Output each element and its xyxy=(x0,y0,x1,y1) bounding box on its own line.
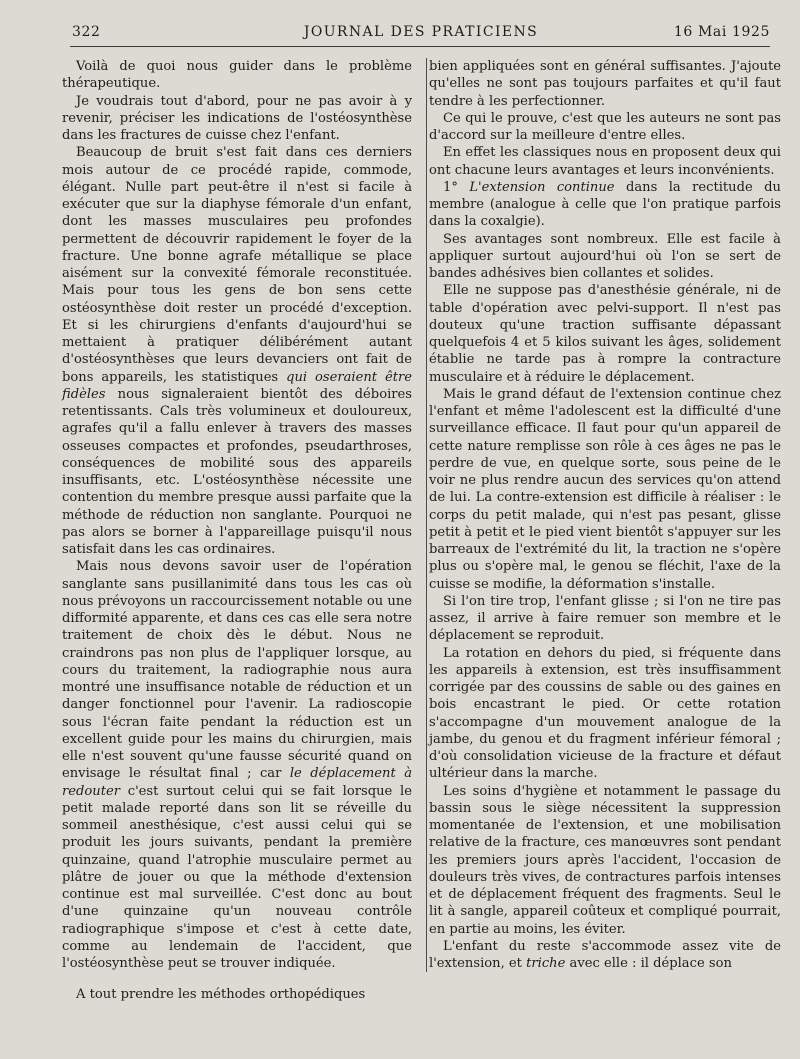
text-run: c'est surtout celui qui se fait lorsque le petit malade reporté dans son lit se réveille du sommeil anesthésique, c'est aussi celui qui se produit les jours suivants, pendant la première quinzaine, quand l'atrophie musculaire permet au plâtre de jouer ou que la méthode d'extension continue est mal surveillée. C'est donc au bout d'une quinzaine qu'un nouveau contrôle radiographique s'impose et c'est à cette date, comme au lendemain de l'accident, que l'ostéosynthèse peut se trouver indiquée. xyxy=(62,783,412,971)
paragraph: Elle ne suppose pas d'anesthésie générale, ni de table d'opération avec pelvi-support. Il n'est pas douteux qu'une traction suffisante dépassant quelquefois 4 et 5 kilos suivant les âges, solidement établie ne tarde pas à rompre la contracture musculaire et à réduire le déplacement. xyxy=(429,283,781,385)
right-column xyxy=(426,58,781,972)
page-header xyxy=(72,24,770,46)
page-number: 322 xyxy=(72,24,101,40)
paragraph: Voilà de quoi nous guider dans le problème thérapeutique. xyxy=(62,59,412,92)
text-run: avec elle : il déplace son xyxy=(569,956,732,971)
text-run: L'enfant du reste s'accommode assez vite de l'extension, et xyxy=(429,938,781,971)
paragraph xyxy=(429,938,781,973)
paragraph: Les soins d'hygiène et notamment le passage du bassin sous le siège nécessitent la suppression momentanée de l'extension, et une mobilisation relative de la fracture, ces manœuvres sont pendant les premiers jours après l'accident, l'occasion de douleurs très vives, de contractures parfois intenses et de déplacement fréquent des fragments. Seul le lit à sangle, appareil coûteux et compliqué pourrait, en partie au moins, les éviter. xyxy=(429,783,781,937)
issue-date: 16 Mai 1925 xyxy=(673,24,770,40)
text-run: Beaucoup de bruit s'est fait dans ces derniers mois autour de ce procédé rapide, commode, élégant. Nulle part peut-être il n'est si facile à exécuter que sur la diaphyse fémorale d'un enfant, dont les masses musculaires peu profondes permettent de découvrir rapidement le foyer de la fracture. Une bonne agrafe métallique se place aisément sur la convexité fémorale reconstituée. Mais pour tous les gens de bon sens cette ostéosynthèse doit rester un procédé d'exception. Et si les chirurgiens d'enfants d'aujourd'hui se mettaient à pratiquer délibérément autant d'ostéosynthèses que leurs devanciers ont fait de bons appareils, les statistiques xyxy=(62,145,412,385)
text-run: dans la rectitude du membre (analogue à celle que l'on pratique parfois dans la coxalgie). xyxy=(429,179,781,230)
paragraph: La rotation en dehors du pied, si fréquente dans les appareils à extension, est très insuffisamment corrigée par des coussins de sable ou des gaines en bois encastrant le pied. Or cette rotation s'accompagne d'un mouvement analogue de la jambe, du genou et du fragment inférieur fémoral ; d'où consolidation vicieuse de la fracture et défaut ultérieur dans la marche. xyxy=(429,645,781,782)
paragraph: A tout prendre les méthodes orthopédiques xyxy=(76,987,366,1003)
paragraph: Si l'on tire trop, l'enfant glisse ; si l'on ne tire pas assez, il arrive à faire remuer son membre et le déplacement se reproduit. xyxy=(429,593,781,644)
paragraph: Mais le grand défaut de l'extension continue chez l'enfant et même l'adolescent est la difficulté d'une surveillance efficace. Il faut pour qu'un appareil de cette nature remplisse son rôle à ces âges ne pas le perdre de vue, en quelque sorte, sous peine de le voir ne plus rendre aucun des services qu'on attend de lui. La contre-extension est difficile à réaliser : le corps du petit malade, qui n'est pas pesant, glisse petit à petit et le pied vient bientôt s'appuyer sur les barreaux de l'extrémité du lit, la traction ne s'opère plus ou s'opère mal, le genou se fléchit, l'axe de la cuisse se modifie, la déformation s'installe. xyxy=(429,386,781,592)
emphasis: qui oseraient être fidèles xyxy=(62,369,412,402)
paragraph: Je voudrais tout d'abord, pour ne pas avoir à y revenir, préciser les indications de l'ostéosynthèse dans les fractures de cuisse chez l'enfant. xyxy=(62,93,412,143)
text-run: Mais nous devons savoir user de l'opération sanglante sans pusillanimité dans tous les cas où nous prévoyons un raccourcissement notable ou une difformité apparente, et dans ces cas elle sera notre traitement de choix dès le début. Nous ne craindrons pas non plus de l'appliquer lorsque, au cours du traitement, la radiographie nous aura montré une insuffisance notable de réduction et un danger fonctionnel pour l'avenir. La radioscopie sous l'écran faite pendant la réduction est un excellent guide pour les mains du chirurgien, mais elle n'est souvent qu'une fausse sécurité quand on envisage le résultat final ; car xyxy=(62,559,412,782)
list-number: 1° xyxy=(443,179,458,195)
paragraph xyxy=(429,179,781,231)
paragraph: En effet les classiques nous en proposent deux qui ont chacune leurs avantages et leurs inconvénients. xyxy=(429,145,781,178)
emphasis: L'extension continue xyxy=(469,179,615,195)
paragraph: Ce qui le prouve, c'est que les auteurs ne sont pas d'accord sur la meilleure d'entre elles. xyxy=(429,110,781,143)
paragraph: bien appliquées sont en général suffisantes. J'ajoute qu'elles ne sont pas toujours parfaites et qu'il faut tendre à les perfectionner. xyxy=(429,59,781,109)
paragraph xyxy=(62,144,412,558)
emphasis: le déplacement à redouter xyxy=(62,766,412,799)
paragraph xyxy=(62,558,412,972)
emphasis: triche xyxy=(526,956,566,971)
header-rule xyxy=(70,46,770,47)
left-column xyxy=(62,58,412,1004)
text-run: nous signaleraient bientôt des déboires retentissants. Cals très volumineux et douloureux, agrafes qu'il a fallu enlever à travers des masses osseuses compactes et profondes, pseudarthroses, conséquences de mobilité sous des appareils insuffisants, etc. L'ostéosynthèse nécessite une contention du membre presque aussi parfaite que la méthode de réduction non sanglante. Pourquoi ne pas alors se borner à l'appareillage puisqu'il nous satisfait dans les cas ordinaires. xyxy=(62,386,412,557)
paragraph: Ses avantages sont nombreux. Elle est facile à appliquer surtout aujourd'hui où l'on se sert de bandes adhésives bien collantes et solides. xyxy=(429,231,781,281)
journal-title: JOURNAL DES PRATICIENS xyxy=(303,24,539,40)
